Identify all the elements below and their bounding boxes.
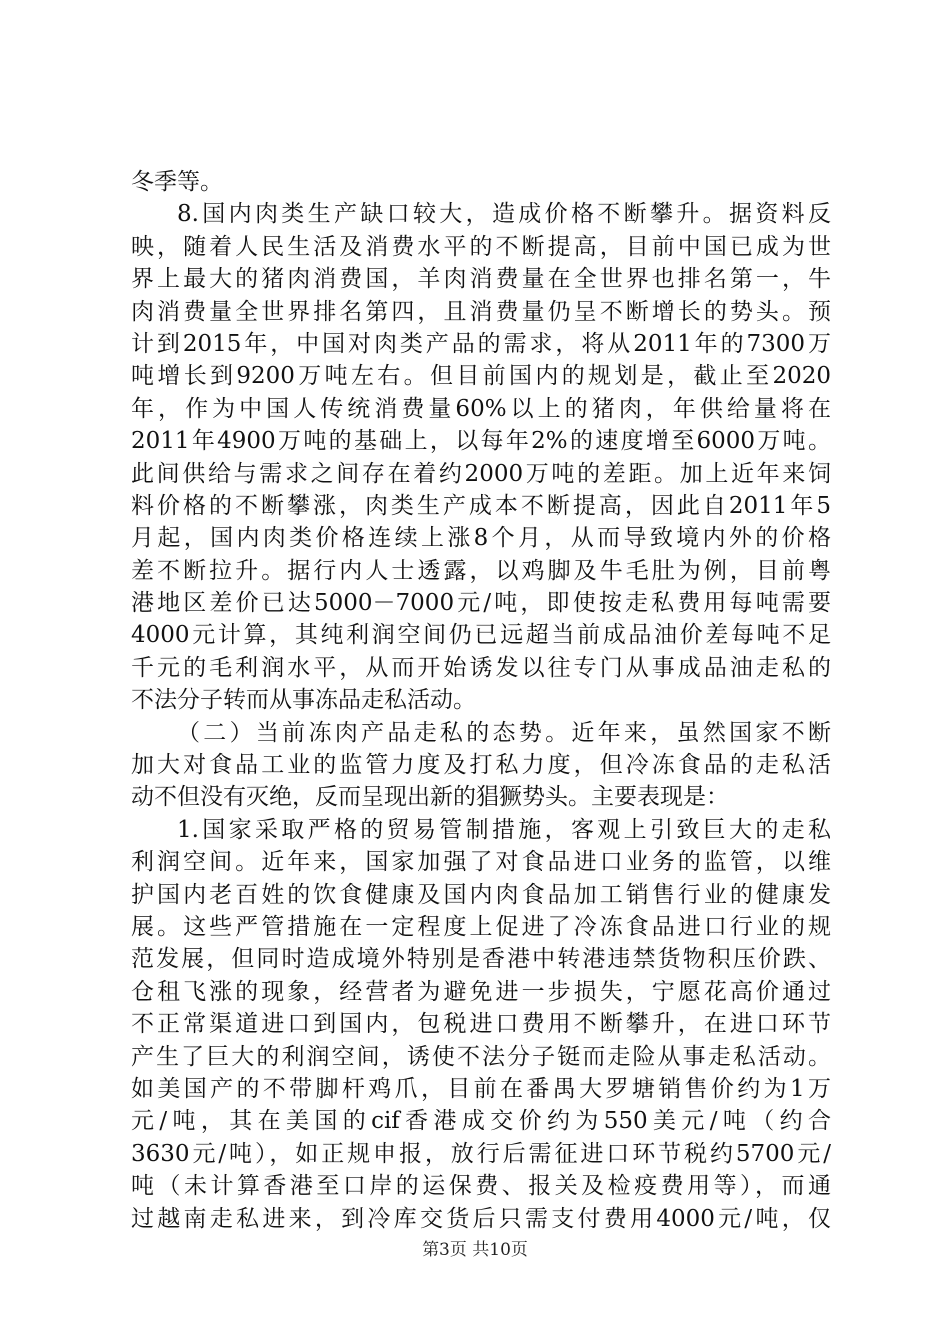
text-line: 如美国产的不带脚杆鸡爪，目前在番禺大罗塘销售价约为1万 — [131, 1075, 831, 1102]
text-line: 加大对食品工业的监管力度及打私力度，但冷冻食品的走私活 — [131, 752, 831, 779]
paragraph-first-line: 8.国内肉类生产缺口较大，造成价格不断攀升。据资料反 — [177, 201, 831, 228]
text-line: 吨增长到9200万吨左右。但目前国内的规划是，截止至2020 — [131, 363, 831, 390]
text-line: 吨（未计算香港至口岸的运保费、报关及检疫费用等），而通 — [131, 1173, 831, 1200]
text-line: 3630元/吨），如正规申报，放行后需征进口环节税约5700元/ — [131, 1140, 831, 1167]
text-line: 2011年4900万吨的基础上，以每年2%的速度增至6000万吨。 — [131, 428, 831, 455]
text-line: 肉消费量全世界排名第四，且消费量仍呈不断增长的势头。预 — [131, 298, 831, 325]
text-line: 月起，国内肉类价格连续上涨8个月，从而导致境内外的价格 — [131, 525, 831, 552]
text-line: 映，随着人民生活及消费水平的不断提高，目前中国已成为世 — [131, 233, 831, 260]
text-line: 冬季等。 — [131, 169, 223, 195]
text-line: 过越南走私进来，到冷库交货后只需支付费用4000元/吨，仅 — [131, 1205, 831, 1232]
text-line: 仓租飞涨的现象，经营者为避免进一步损失，宁愿花高价通过 — [131, 978, 831, 1005]
page-footer: 第3页 共10页 — [422, 1240, 528, 1260]
text-line: 动不但没有灭绝，反而呈现出新的猖獗势头。主要表现是： — [131, 784, 729, 811]
text-line: 4000元计算，其纯利润空间仍已远超当前成品油价差每吨不足 — [131, 622, 831, 649]
text-line: 护国内老百姓的饮食健康及国内肉食品加工销售行业的健康发 — [131, 881, 831, 908]
document-body — [131, 166, 831, 1235]
text-line: 利润空间。近年来，国家加强了对食品进口业务的监管，以维 — [131, 849, 831, 876]
text-line: 不正常渠道进口到国内，包税进口费用不断攀升，在进口环节 — [131, 1011, 831, 1038]
text-line: 料价格的不断攀涨，肉类生产成本不断提高，因此自2011年5 — [131, 492, 831, 519]
text-line: 年，作为中国人传统消费量60%以上的猪肉，年供给量将在 — [131, 395, 831, 422]
text-line: 范发展，但同时造成境外特别是香港中转港违禁货物积压价跌、 — [131, 946, 831, 973]
text-line: 计到2015年，中国对肉类产品的需求，将从2011年的7300万 — [131, 330, 831, 357]
text-line: 元/吨，其在美国的cif香港成交价约为550美元/吨（约合 — [131, 1108, 831, 1135]
text-line: 界上最大的猪肉消费国，羊肉消费量在全世界也排名第一，牛 — [131, 266, 831, 293]
text-line: 展。这些严管措施在一定程度上促进了冷冻食品进口行业的规 — [131, 913, 831, 940]
text-line: 不法分子转而从事冻品走私活动。 — [131, 687, 476, 714]
text-line: 千元的毛利润水平，从而开始诱发以往专门从事成品油走私的 — [131, 654, 831, 681]
text-line: 此间供给与需求之间存在着约2000万吨的差距。加上近年来饲 — [131, 460, 831, 487]
text-line: 产生了巨大的利润空间，诱使不法分子铤而走险从事走私活动。 — [131, 1043, 831, 1070]
paragraph-first-line: 1.国家采取严格的贸易管制措施，客观上引致巨大的走私 — [177, 816, 831, 843]
text-line: 港地区差价已达5000－7000元/吨，即使按走私费用每吨需要 — [131, 590, 831, 617]
paragraph-first-line: （二）当前冻肉产品走私的态势。近年来，虽然国家不断 — [177, 719, 831, 746]
text-line: 差不断拉升。据行内人士透露，以鸡脚及牛毛肚为例，目前粤 — [131, 557, 831, 584]
